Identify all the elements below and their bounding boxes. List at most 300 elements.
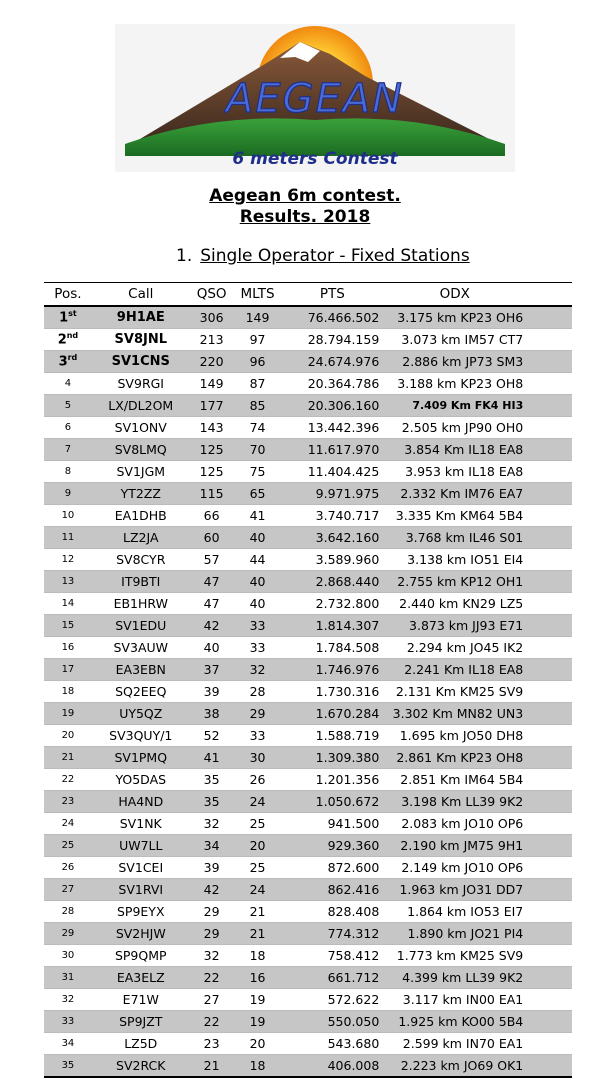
- cell-pts: 758.412: [281, 945, 383, 967]
- cell-spacer: [526, 306, 572, 329]
- pos-number: 28: [61, 906, 75, 917]
- table-row: [44, 747, 572, 769]
- cell-qso: 47: [190, 593, 234, 615]
- cell-odx: 3.335 Km KM64 5B4: [383, 505, 526, 527]
- cell-call: IT9BTI: [92, 571, 190, 593]
- cell-pts: 828.408: [281, 901, 383, 923]
- cell-pts: 941.500: [281, 813, 383, 835]
- pos-number: 14: [61, 598, 75, 609]
- cell-pos: [44, 505, 92, 527]
- cell-pos: [44, 1033, 92, 1055]
- cell-call: SV1JGM: [92, 461, 190, 483]
- cell-qso: 57: [190, 549, 234, 571]
- pos-number: 22: [61, 774, 75, 785]
- pos-number: 13: [61, 576, 75, 587]
- pos-number: 12: [61, 554, 75, 565]
- cell-mlts: 18: [234, 945, 282, 967]
- cell-spacer: [526, 461, 572, 483]
- cell-odx: 2.223 km JO69 OK1: [383, 1055, 526, 1078]
- table-row: [44, 505, 572, 527]
- pos-number: 32: [61, 994, 75, 1005]
- pos-number: 33: [61, 1016, 75, 1027]
- pos-number: 25: [61, 840, 75, 851]
- table-row: [44, 306, 572, 329]
- cell-pts: 1.050.672: [281, 791, 383, 813]
- table-row: [44, 549, 572, 571]
- cell-pos: [44, 989, 92, 1011]
- cell-spacer: [526, 747, 572, 769]
- cell-pos: [44, 461, 92, 483]
- cell-qso: 115: [190, 483, 234, 505]
- results-table: [44, 282, 572, 1078]
- cell-odx: 3.175 km KP23 OH6: [383, 306, 526, 329]
- cell-pts: 406.008: [281, 1055, 383, 1078]
- cell-pos: [44, 769, 92, 791]
- cell-spacer: [526, 549, 572, 571]
- pos-ordinal: nd: [66, 331, 79, 341]
- pos-number: 3: [58, 354, 68, 370]
- cell-call: SV1ONV: [92, 417, 190, 439]
- cell-qso: 39: [190, 681, 234, 703]
- cell-qso: 306: [190, 306, 234, 329]
- cell-mlts: 40: [234, 527, 282, 549]
- table-row: [44, 373, 572, 395]
- cell-call: EA3ELZ: [92, 967, 190, 989]
- svg-text:6 meters Contest: 6 meters Contest: [232, 149, 398, 169]
- pos-number: 2: [57, 332, 67, 348]
- cell-pos: [44, 373, 92, 395]
- cell-pts: 1.201.356: [281, 769, 383, 791]
- pos-number: 34: [61, 1038, 75, 1049]
- cell-mlts: 96: [234, 351, 282, 373]
- cell-qso: 149: [190, 373, 234, 395]
- cell-pos: [44, 351, 92, 373]
- cell-spacer: [526, 593, 572, 615]
- cell-pos: [44, 703, 92, 725]
- cell-pos: [44, 835, 92, 857]
- cell-qso: 23: [190, 1033, 234, 1055]
- cell-pts: 862.416: [281, 879, 383, 901]
- pos-number: 18: [61, 686, 75, 697]
- pos-number: 35: [61, 1060, 75, 1071]
- cell-pts: 9.971.975: [281, 483, 383, 505]
- col-spacer: [526, 283, 572, 307]
- cell-spacer: [526, 329, 572, 351]
- cell-call: SV2RCK: [92, 1055, 190, 1078]
- table-row: [44, 769, 572, 791]
- cell-spacer: [526, 439, 572, 461]
- pos-number: 15: [61, 620, 75, 631]
- cell-odx: 2.241 Km IL18 EA8: [383, 659, 526, 681]
- cell-call: EB1HRW: [92, 593, 190, 615]
- cell-odx: 2.131 Km KM25 SV9: [383, 681, 526, 703]
- cell-mlts: 85: [234, 395, 282, 417]
- cell-call: SP9QMP: [92, 945, 190, 967]
- cell-call: SV1NK: [92, 813, 190, 835]
- pos-number: 9: [64, 488, 72, 499]
- table-row: [44, 835, 572, 857]
- cell-mlts: 149: [234, 306, 282, 329]
- cell-call: SV8CYR: [92, 549, 190, 571]
- cell-mlts: 40: [234, 593, 282, 615]
- cell-pos: [44, 879, 92, 901]
- cell-qso: 125: [190, 461, 234, 483]
- table-row: [44, 395, 572, 417]
- cell-pos: [44, 791, 92, 813]
- cell-pts: 1.784.508: [281, 637, 383, 659]
- cell-spacer: [526, 417, 572, 439]
- table-row: [44, 989, 572, 1011]
- cell-spacer: [526, 879, 572, 901]
- cell-mlts: 70: [234, 439, 282, 461]
- cell-pos: [44, 549, 92, 571]
- cell-pos: [44, 659, 92, 681]
- cell-pts: 11.617.970: [281, 439, 383, 461]
- pos-number: 1: [59, 310, 69, 326]
- cell-call: SV9RGI: [92, 373, 190, 395]
- table-row: [44, 1055, 572, 1078]
- cell-pos: [44, 1011, 92, 1033]
- cell-pos: [44, 967, 92, 989]
- pos-number: 27: [61, 884, 75, 895]
- cell-mlts: 20: [234, 835, 282, 857]
- cell-pos: [44, 681, 92, 703]
- cell-mlts: 24: [234, 791, 282, 813]
- cell-call: UW7LL: [92, 835, 190, 857]
- col-mlts: MLTS: [234, 283, 282, 307]
- cell-odx: 2.332 Km IM76 EA7: [383, 483, 526, 505]
- cell-pts: 3.589.960: [281, 549, 383, 571]
- pos-number: 6: [64, 422, 72, 433]
- cell-pos: [44, 571, 92, 593]
- pos-number: 19: [61, 708, 75, 719]
- cell-qso: 47: [190, 571, 234, 593]
- cell-qso: 42: [190, 879, 234, 901]
- cell-spacer: [526, 703, 572, 725]
- pos-number: 11: [61, 532, 75, 543]
- cell-spacer: [526, 681, 572, 703]
- cell-mlts: 25: [234, 857, 282, 879]
- cell-qso: 32: [190, 813, 234, 835]
- cell-pts: 661.712: [281, 967, 383, 989]
- cell-qso: 32: [190, 945, 234, 967]
- table-row: [44, 1033, 572, 1055]
- cell-pos: [44, 901, 92, 923]
- cell-pos: [44, 417, 92, 439]
- svg-text:AEGEAN: AEGEAN: [225, 76, 405, 122]
- cell-pts: 572.622: [281, 989, 383, 1011]
- cell-mlts: 87: [234, 373, 282, 395]
- cell-pos: [44, 945, 92, 967]
- cell-mlts: 75: [234, 461, 282, 483]
- col-odx: ODX: [383, 283, 526, 307]
- table-row: [44, 483, 572, 505]
- cell-call: SV1EDU: [92, 615, 190, 637]
- table-header-row: [44, 283, 572, 307]
- pos-ordinal: rd: [67, 353, 78, 363]
- table-row: [44, 571, 572, 593]
- cell-mlts: 41: [234, 505, 282, 527]
- cell-pts: 76.466.502: [281, 306, 383, 329]
- cell-mlts: 33: [234, 637, 282, 659]
- cell-spacer: [526, 945, 572, 967]
- section-label: Single Operator - Fixed Stations: [200, 246, 470, 266]
- pos-number: 16: [61, 642, 75, 653]
- cell-qso: 125: [190, 439, 234, 461]
- col-pos: Pos.: [44, 283, 92, 307]
- table-row: [44, 945, 572, 967]
- cell-pts: 550.050: [281, 1011, 383, 1033]
- cell-pts: 1.730.316: [281, 681, 383, 703]
- cell-call: SV1CEI: [92, 857, 190, 879]
- table-row: [44, 351, 572, 373]
- cell-pts: 774.312: [281, 923, 383, 945]
- cell-mlts: 33: [234, 615, 282, 637]
- cell-spacer: [526, 769, 572, 791]
- cell-odx: 2.861 Km KP23 OH8: [383, 747, 526, 769]
- cell-call: SP9JZT: [92, 1011, 190, 1033]
- cell-odx: 3.854 Km IL18 EA8: [383, 439, 526, 461]
- cell-odx: 3.188 km KP23 OH8: [383, 373, 526, 395]
- cell-qso: 66: [190, 505, 234, 527]
- cell-spacer: [526, 571, 572, 593]
- table-row: [44, 615, 572, 637]
- cell-odx: 7.409 Km FK4 HI3: [383, 395, 526, 417]
- table-row: [44, 967, 572, 989]
- col-pts: PTS: [281, 283, 383, 307]
- pos-number: 26: [61, 862, 75, 873]
- cell-spacer: [526, 813, 572, 835]
- cell-call: EA1DHB: [92, 505, 190, 527]
- cell-spacer: [526, 967, 572, 989]
- cell-spacer: [526, 901, 572, 923]
- cell-spacer: [526, 791, 572, 813]
- cell-spacer: [526, 637, 572, 659]
- cell-mlts: 19: [234, 1011, 282, 1033]
- cell-spacer: [526, 835, 572, 857]
- cell-qso: 37: [190, 659, 234, 681]
- cell-spacer: [526, 1011, 572, 1033]
- cell-qso: 27: [190, 989, 234, 1011]
- table-row: [44, 901, 572, 923]
- cell-call: EA3EBN: [92, 659, 190, 681]
- cell-pts: 1.309.380: [281, 747, 383, 769]
- table-row: [44, 813, 572, 835]
- cell-qso: 177: [190, 395, 234, 417]
- cell-mlts: 29: [234, 703, 282, 725]
- cell-call: 9H1AE: [92, 306, 190, 329]
- cell-pos: [44, 439, 92, 461]
- cell-pos: [44, 637, 92, 659]
- cell-odx: 1.925 km KO00 5B4: [383, 1011, 526, 1033]
- cell-call: LX/DL2OM: [92, 395, 190, 417]
- table-row: [44, 923, 572, 945]
- cell-pts: 3.740.717: [281, 505, 383, 527]
- pos-number: 29: [61, 928, 75, 939]
- cell-odx: 1.963 km JO31 DD7: [383, 879, 526, 901]
- cell-call: SV8LMQ: [92, 439, 190, 461]
- pos-number: 24: [61, 818, 75, 829]
- table-row: [44, 329, 572, 351]
- cell-odx: 3.302 Km MN82 UN3: [383, 703, 526, 725]
- cell-pts: 2.732.800: [281, 593, 383, 615]
- cell-spacer: [526, 395, 572, 417]
- table-row: [44, 461, 572, 483]
- cell-pos: [44, 593, 92, 615]
- document-title: Aegean 6m contest.: [209, 186, 401, 206]
- cell-mlts: 21: [234, 901, 282, 923]
- cell-call: LZ5D: [92, 1033, 190, 1055]
- cell-spacer: [526, 1033, 572, 1055]
- pos-number: 30: [61, 950, 75, 961]
- cell-pts: 1.670.284: [281, 703, 383, 725]
- cell-pts: 13.442.396: [281, 417, 383, 439]
- table-row: [44, 659, 572, 681]
- cell-qso: 35: [190, 769, 234, 791]
- cell-pts: 1.814.307: [281, 615, 383, 637]
- cell-pos: [44, 329, 92, 351]
- cell-qso: 220: [190, 351, 234, 373]
- cell-odx: 1.864 km IO53 EI7: [383, 901, 526, 923]
- cell-call: SQ2EEQ: [92, 681, 190, 703]
- cell-call: LZ2JA: [92, 527, 190, 549]
- cell-pts: 543.680: [281, 1033, 383, 1055]
- cell-mlts: 44: [234, 549, 282, 571]
- cell-spacer: [526, 857, 572, 879]
- cell-spacer: [526, 615, 572, 637]
- cell-odx: 2.886 km JP73 SM3: [383, 351, 526, 373]
- cell-qso: 38: [190, 703, 234, 725]
- cell-odx: 1.773 km KM25 SV9: [383, 945, 526, 967]
- table-row: [44, 725, 572, 747]
- cell-call: SV8JNL: [92, 329, 190, 351]
- cell-spacer: [526, 527, 572, 549]
- cell-mlts: 16: [234, 967, 282, 989]
- cell-qso: 213: [190, 329, 234, 351]
- cell-call: E71W: [92, 989, 190, 1011]
- cell-call: SV3AUW: [92, 637, 190, 659]
- table-row: [44, 703, 572, 725]
- cell-odx: 3.073 km IM57 CT7: [383, 329, 526, 351]
- cell-spacer: [526, 989, 572, 1011]
- cell-qso: 29: [190, 923, 234, 945]
- cell-qso: 41: [190, 747, 234, 769]
- cell-spacer: [526, 351, 572, 373]
- cell-spacer: [526, 483, 572, 505]
- cell-odx: 2.083 km JO10 OP6: [383, 813, 526, 835]
- cell-pts: 3.642.160: [281, 527, 383, 549]
- cell-odx: 1.890 km JO21 PI4: [383, 923, 526, 945]
- cell-call: YT2ZZ: [92, 483, 190, 505]
- col-qso: QSO: [190, 283, 234, 307]
- cell-pos: [44, 615, 92, 637]
- cell-spacer: [526, 725, 572, 747]
- table-row: [44, 439, 572, 461]
- pos-ordinal: st: [68, 309, 77, 319]
- pos-number: 21: [61, 752, 75, 763]
- cell-mlts: 18: [234, 1055, 282, 1078]
- cell-qso: 35: [190, 791, 234, 813]
- cell-pos: [44, 306, 92, 329]
- cell-pts: 1.746.976: [281, 659, 383, 681]
- cell-mlts: 28: [234, 681, 282, 703]
- cell-call: YO5DAS: [92, 769, 190, 791]
- table-row: [44, 879, 572, 901]
- cell-odx: 2.190 km JM75 9H1: [383, 835, 526, 857]
- cell-odx: 2.505 km JP90 OH0: [383, 417, 526, 439]
- cell-mlts: 33: [234, 725, 282, 747]
- cell-odx: 3.138 km IO51 EI4: [383, 549, 526, 571]
- cell-call: SV1RVI: [92, 879, 190, 901]
- cell-pos: [44, 813, 92, 835]
- table-row: [44, 593, 572, 615]
- cell-mlts: 21: [234, 923, 282, 945]
- cell-odx: 2.149 km JO10 OP6: [383, 857, 526, 879]
- cell-pos: [44, 395, 92, 417]
- table-row: [44, 791, 572, 813]
- cell-pos: [44, 725, 92, 747]
- cell-qso: 52: [190, 725, 234, 747]
- cell-pos: [44, 747, 92, 769]
- cell-pos: [44, 857, 92, 879]
- cell-odx: 3.768 km IL46 S01: [383, 527, 526, 549]
- cell-qso: 39: [190, 857, 234, 879]
- cell-mlts: 74: [234, 417, 282, 439]
- cell-mlts: 65: [234, 483, 282, 505]
- cell-pts: 20.364.786: [281, 373, 383, 395]
- cell-odx: 1.695 km JO50 DH8: [383, 725, 526, 747]
- section-number: 1.: [176, 246, 193, 266]
- table-row: [44, 637, 572, 659]
- cell-odx: 2.755 km KP12 OH1: [383, 571, 526, 593]
- col-call: Call: [92, 283, 190, 307]
- pos-number: 8: [64, 466, 72, 477]
- pos-number: 5: [64, 400, 72, 411]
- cell-qso: 22: [190, 1011, 234, 1033]
- cell-odx: 2.851 Km IM64 5B4: [383, 769, 526, 791]
- pos-number: 20: [61, 730, 75, 741]
- cell-pos: [44, 923, 92, 945]
- cell-odx: 4.399 km LL39 9K2: [383, 967, 526, 989]
- cell-mlts: 20: [234, 1033, 282, 1055]
- pos-number: 4: [64, 378, 72, 389]
- cell-qso: 34: [190, 835, 234, 857]
- cell-pos: [44, 1055, 92, 1078]
- section-heading: [176, 246, 470, 266]
- cell-odx: 3.953 km IL18 EA8: [383, 461, 526, 483]
- cell-pos: [44, 483, 92, 505]
- cell-pts: 872.600: [281, 857, 383, 879]
- cell-odx: 2.599 km IN70 EA1: [383, 1033, 526, 1055]
- cell-mlts: 25: [234, 813, 282, 835]
- cell-mlts: 30: [234, 747, 282, 769]
- cell-qso: 22: [190, 967, 234, 989]
- table-row: [44, 417, 572, 439]
- cell-qso: 143: [190, 417, 234, 439]
- cell-spacer: [526, 923, 572, 945]
- cell-pts: 929.360: [281, 835, 383, 857]
- cell-pos: [44, 527, 92, 549]
- cell-odx: 2.294 km JO45 IK2: [383, 637, 526, 659]
- cell-pts: 11.404.425: [281, 461, 383, 483]
- cell-spacer: [526, 373, 572, 395]
- cell-pts: 20.306.160: [281, 395, 383, 417]
- cell-mlts: 40: [234, 571, 282, 593]
- cell-spacer: [526, 659, 572, 681]
- cell-pts: 2.868.440: [281, 571, 383, 593]
- cell-mlts: 24: [234, 879, 282, 901]
- cell-odx: 2.440 km KN29 LZ5: [383, 593, 526, 615]
